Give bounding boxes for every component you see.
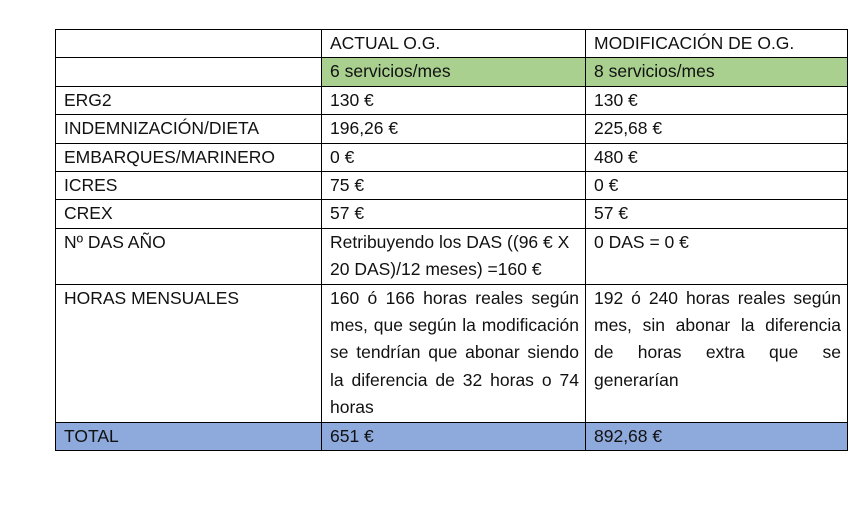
row-actual: 130 € xyxy=(322,86,586,114)
total-row xyxy=(56,422,848,450)
table-row xyxy=(56,86,848,114)
services-actual: 6 servicios/mes xyxy=(322,58,586,86)
services-modificacion: 8 servicios/mes xyxy=(586,58,848,86)
row-actual: 57 € xyxy=(322,200,586,228)
row-modificacion: 130 € xyxy=(586,86,848,114)
row-label: HORAS MENSUALES xyxy=(56,284,322,422)
services-empty-cell xyxy=(56,58,322,86)
row-actual: 160 ó 166 horas reales según mes, que según la modificación se tendrían que abonar siendo la diferencia de 32 horas o 74 horas xyxy=(322,284,586,422)
row-label: CREX xyxy=(56,200,322,228)
header-modificacion: MODIFICACIÓN DE O.G. xyxy=(586,30,848,58)
row-modificacion: 0 € xyxy=(586,172,848,200)
row-modificacion: 192 ó 240 horas reales según mes, sin abonar la diferencia de horas extra que se generarían xyxy=(586,284,848,422)
row-label: Nº DAS AÑO xyxy=(56,228,322,284)
table-row xyxy=(56,172,848,200)
row-actual: 0 € xyxy=(322,143,586,171)
table-row xyxy=(56,115,848,143)
row-modificacion: 480 € xyxy=(586,143,848,171)
row-actual: 75 € xyxy=(322,172,586,200)
row-modificacion: 57 € xyxy=(586,200,848,228)
table-row xyxy=(56,200,848,228)
table-row xyxy=(56,143,848,171)
total-actual: 651 € xyxy=(322,422,586,450)
header-empty-cell xyxy=(56,30,322,58)
row-label: INDEMNIZACIÓN/DIETA xyxy=(56,115,322,143)
row-label: EMBARQUES/MARINERO xyxy=(56,143,322,171)
table-row xyxy=(56,228,848,284)
header-row xyxy=(56,30,848,58)
row-modificacion: 225,68 € xyxy=(586,115,848,143)
row-actual: Retribuyendo los DAS ((96 € X 20 DAS)/12 meses) =160 € xyxy=(322,228,586,284)
row-modificacion: 0 DAS = 0 € xyxy=(586,228,848,284)
services-row xyxy=(56,58,848,86)
header-actual: ACTUAL O.G. xyxy=(322,30,586,58)
row-label: ICRES xyxy=(56,172,322,200)
total-modificacion: 892,68 € xyxy=(586,422,848,450)
table-row xyxy=(56,284,848,422)
row-actual: 196,26 € xyxy=(322,115,586,143)
row-label: ERG2 xyxy=(56,86,322,114)
total-label: TOTAL xyxy=(56,422,322,450)
comparison-table xyxy=(55,29,848,451)
